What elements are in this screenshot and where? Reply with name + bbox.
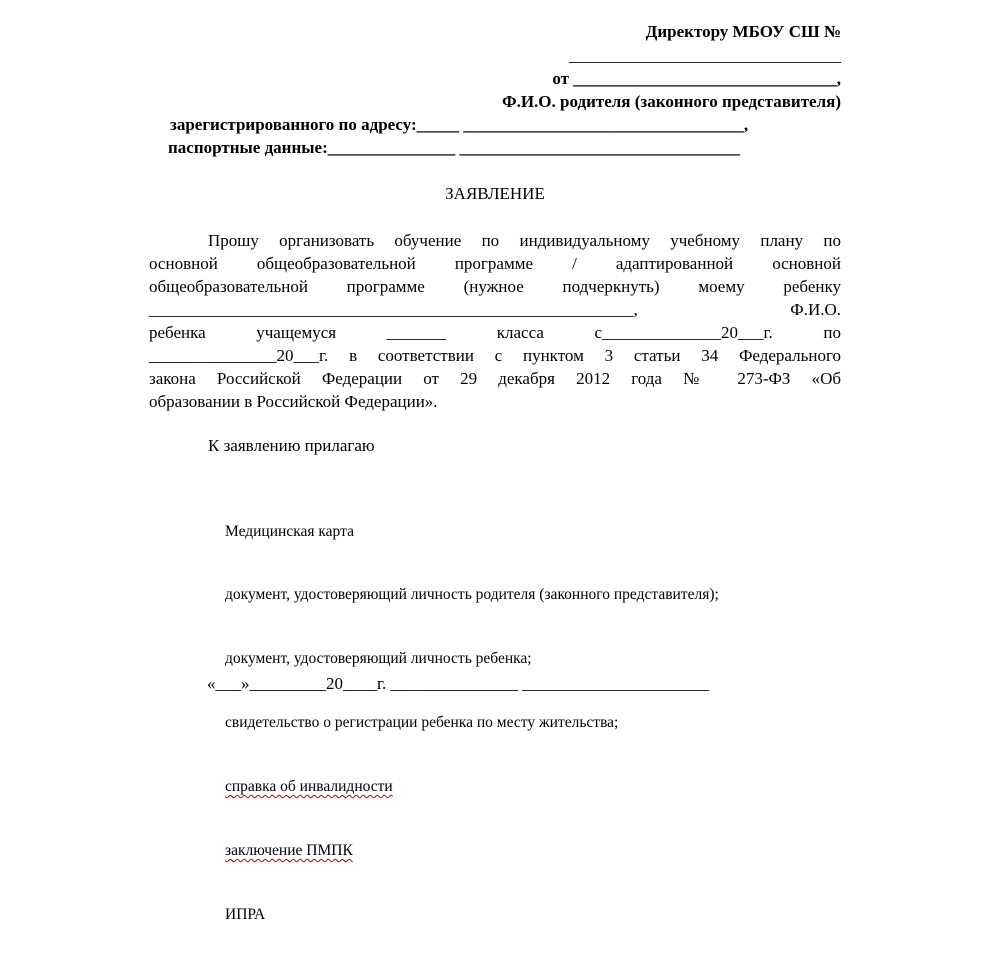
paragraph-line: _______________20___г. в соответствии с пунктом 3 статьи 34 Федерального: [149, 346, 841, 365]
attachment-item: документ, удостоверяющий личность родителя (законного представителя);: [225, 586, 719, 604]
spellcheck-text: заключение ПМПК: [225, 842, 353, 860]
paragraph-line: образовании в Российской Федерации».: [149, 392, 438, 411]
attachments-list: [225, 478, 719, 968]
document-title: ЗАЯВЛЕНИЕ: [445, 184, 545, 203]
parent-name-label: Ф.И.О. родителя (законного представителя): [501, 92, 841, 111]
paragraph-line: основной общеобразовательной программе / адаптированной основной: [149, 254, 841, 273]
paragraph-line: ребенка учащемуся _______ класса с______________20___г. по: [149, 323, 841, 342]
paragraph-line: общеобразовательной программе (нужное подчеркнуть) моему ребенку: [149, 277, 841, 296]
attachment-item: Медицинская карта: [225, 522, 354, 540]
paragraph-line: Прошу организовать обучение по индивидуальному учебному плану по: [208, 231, 841, 250]
paragraph-line: _________________________________________________________, Ф.И.О.: [149, 300, 841, 319]
attachments-heading: К заявлению прилагаю: [208, 436, 375, 455]
attachment-item: [225, 840, 719, 861]
spellcheck-text: справка об инвалидности: [225, 778, 393, 796]
address-field: зарегистрированного по адресу:_____ _________________________________,: [170, 115, 749, 134]
date-signature-line: «___»_________20____г. _______________ ______________________: [207, 674, 710, 693]
attachment-item: свидетельство о регистрации ребенка по месту жительства;: [225, 714, 619, 732]
attachment-item: ИПРА: [225, 905, 266, 923]
attachment-item: документ, удостоверяющий личность ребенка;: [225, 650, 532, 668]
request-paragraph: [149, 229, 841, 413]
attachment-item: [225, 776, 719, 797]
blank-line: ________________________________: [569, 46, 841, 65]
paragraph-line: закона Российской Федерации от 29 декабря 2012 года № 273-ФЗ «Об: [149, 369, 841, 388]
addressee-director: Директору МБОУ СШ №: [645, 22, 841, 41]
from-field: от _______________________________,: [552, 69, 841, 88]
passport-field: паспортные данные:_______________ _________________________________: [168, 138, 740, 157]
